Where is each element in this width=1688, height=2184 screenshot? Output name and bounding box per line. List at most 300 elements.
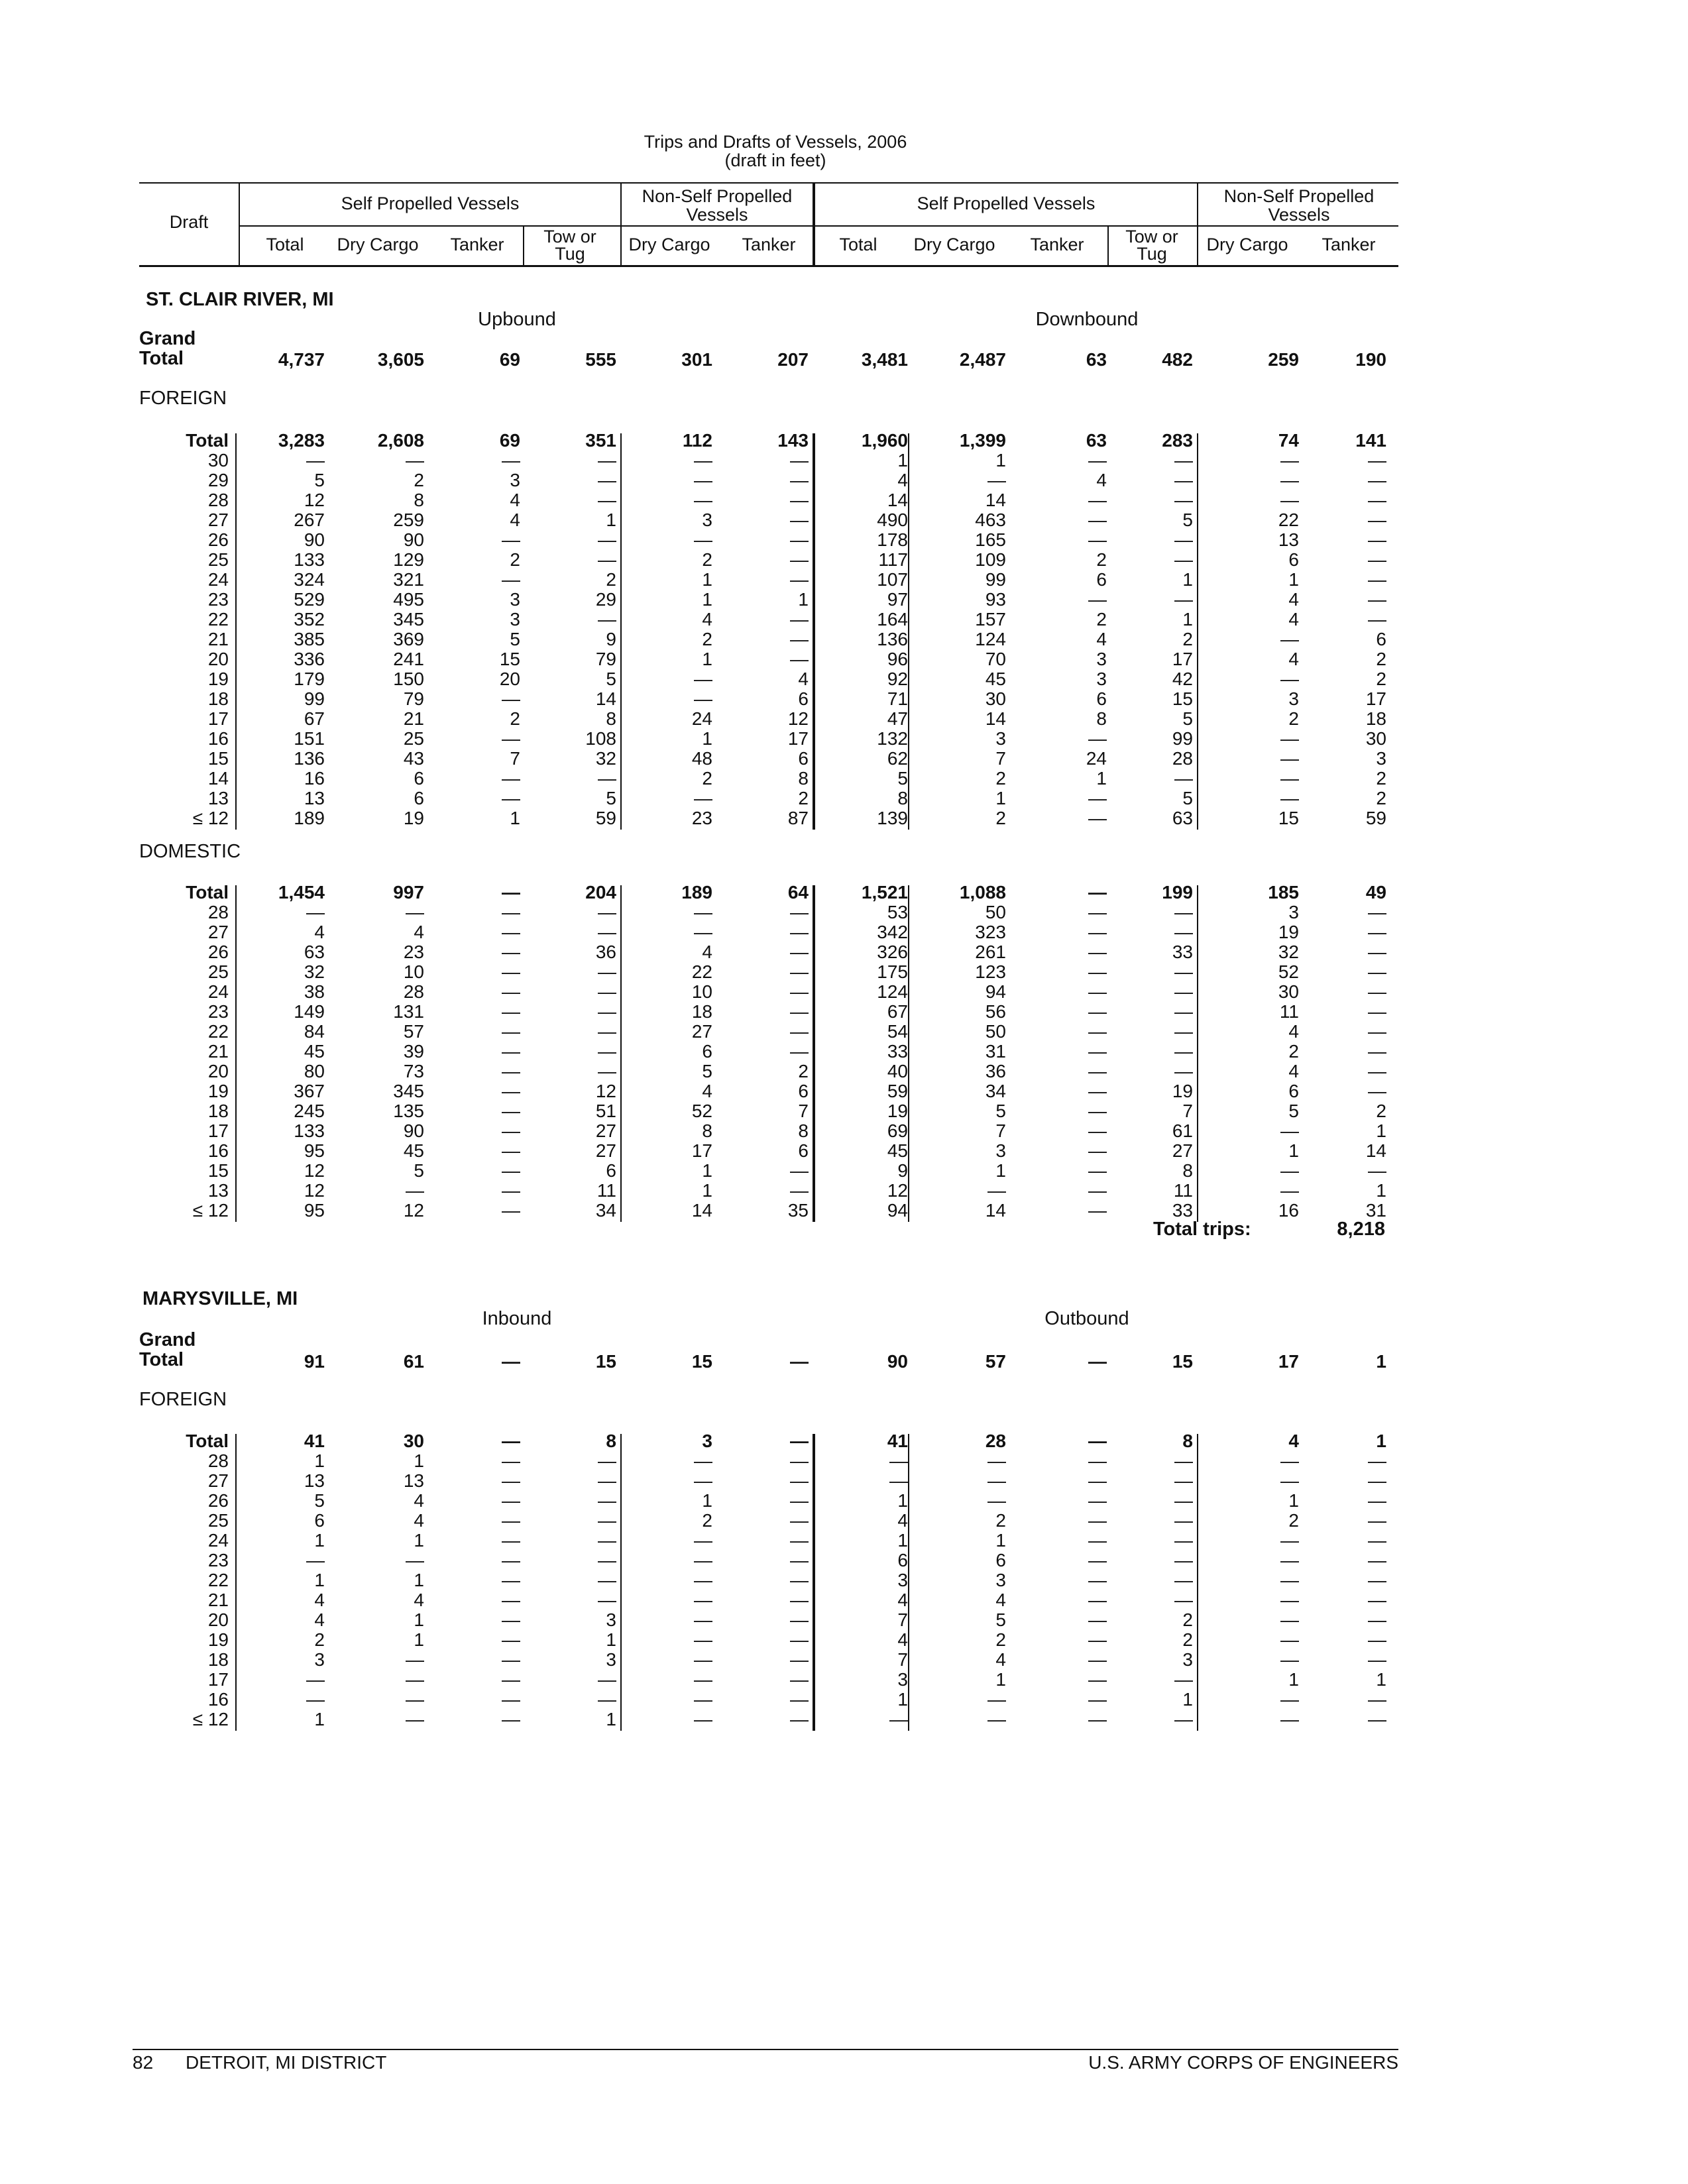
table-cell: — bbox=[598, 549, 616, 570]
draft-label: 21 bbox=[207, 1041, 229, 1062]
table-cell: 45 bbox=[887, 1140, 908, 1161]
table-cell: 2 bbox=[1288, 1510, 1299, 1531]
table-cell: — bbox=[598, 1570, 616, 1590]
table-cell: 1 bbox=[702, 589, 712, 610]
draft-label: ≤ 12 bbox=[192, 1200, 229, 1221]
table-cell: 14 bbox=[985, 1200, 1006, 1221]
table-cell: 4 bbox=[1288, 609, 1299, 629]
table-cell: 4 bbox=[702, 942, 712, 962]
table-cell: — bbox=[598, 450, 616, 470]
table-cell: 1 bbox=[1376, 1120, 1386, 1141]
table-cell: — bbox=[790, 1669, 809, 1690]
table-cell: 27 bbox=[595, 1140, 616, 1161]
table-cell: — bbox=[1088, 788, 1107, 808]
table-cell: 2 bbox=[798, 1061, 809, 1081]
table-cell: — bbox=[598, 1041, 616, 1062]
footer-rule bbox=[133, 2049, 1398, 2050]
table-cell: 108 bbox=[585, 728, 616, 749]
table-cell: 28 bbox=[403, 981, 424, 1002]
table-cell: 99 bbox=[1172, 728, 1193, 749]
table-cell: 117 bbox=[878, 549, 908, 570]
table-cell: 10 bbox=[691, 981, 712, 1002]
draft-label: 14 bbox=[207, 768, 229, 789]
table-cell: 2 bbox=[798, 788, 809, 808]
table-cell: — bbox=[694, 1610, 712, 1630]
table-cell: — bbox=[598, 1001, 616, 1022]
column-rule bbox=[1197, 1434, 1198, 1731]
table-cell: 1 bbox=[897, 1689, 908, 1710]
table-cell: 2 bbox=[1376, 669, 1386, 689]
table-cell: — bbox=[694, 1629, 712, 1650]
grand-total-cell: 3,605 bbox=[377, 349, 424, 370]
table-cell: — bbox=[1174, 589, 1193, 610]
table-cell: — bbox=[502, 1530, 520, 1551]
draft-label: 17 bbox=[207, 1120, 229, 1141]
table-cell: — bbox=[1088, 981, 1107, 1002]
table-cell: — bbox=[1088, 589, 1107, 610]
table-cell: 18 bbox=[1365, 708, 1386, 729]
table-cell: 3 bbox=[314, 1649, 325, 1670]
table-cell: 179 bbox=[294, 669, 325, 689]
table-cell: 96 bbox=[887, 649, 908, 669]
table-cell: 4 bbox=[1288, 1431, 1299, 1451]
table-cell: 2 bbox=[702, 549, 712, 570]
table-cell: 1 bbox=[314, 1570, 325, 1590]
table-cell: 54 bbox=[887, 1021, 908, 1042]
table-cell: — bbox=[1088, 1160, 1107, 1181]
draft-label: 24 bbox=[207, 569, 229, 590]
table-cell: 283 bbox=[1162, 430, 1193, 451]
table-cell: — bbox=[790, 629, 809, 649]
table-cell: 136 bbox=[877, 629, 908, 649]
table-cell: — bbox=[1368, 1001, 1386, 1022]
table-cell: 5 bbox=[702, 1061, 712, 1081]
table-cell: 2 bbox=[1288, 708, 1299, 729]
table-cell: — bbox=[502, 1669, 520, 1690]
draft-label: 16 bbox=[207, 1689, 229, 1710]
table-cell: — bbox=[790, 490, 809, 510]
table-cell: — bbox=[502, 1590, 520, 1610]
table-cell: — bbox=[1368, 549, 1386, 570]
table-cell: 56 bbox=[985, 1001, 1006, 1022]
table-cell: 45 bbox=[304, 1041, 325, 1062]
grand-label-2: Total bbox=[139, 348, 184, 369]
table-cell: 495 bbox=[393, 589, 424, 610]
table-cell: 529 bbox=[294, 589, 325, 610]
table-cell: 5 bbox=[414, 1160, 424, 1181]
table-cell: 131 bbox=[393, 1001, 424, 1022]
table-cell: 31 bbox=[985, 1041, 1006, 1062]
draft-label: 27 bbox=[207, 922, 229, 942]
table-cell: — bbox=[790, 961, 809, 982]
table-cell: 27 bbox=[595, 1120, 616, 1141]
table-cell: — bbox=[502, 882, 520, 902]
table-cell: 4 bbox=[702, 1081, 712, 1101]
table-cell: — bbox=[1174, 1001, 1193, 1022]
table-cell: 84 bbox=[304, 1021, 325, 1042]
header-self-propelled-right: Self Propelled Vessels bbox=[917, 193, 1096, 213]
table-cell: — bbox=[1368, 1061, 1386, 1081]
header-vrule-4 bbox=[1197, 182, 1198, 266]
table-cell: — bbox=[1280, 1610, 1299, 1630]
table-cell: — bbox=[1280, 788, 1299, 808]
table-cell: — bbox=[790, 981, 809, 1002]
table-cell: 342 bbox=[877, 922, 908, 942]
table-cell: 1 bbox=[897, 1530, 908, 1551]
table-cell: 1 bbox=[995, 1669, 1006, 1690]
table-cell: 133 bbox=[294, 549, 325, 570]
table-cell: 1,399 bbox=[959, 430, 1006, 451]
table-cell: — bbox=[694, 1709, 712, 1729]
table-cell: 351 bbox=[585, 430, 616, 451]
table-cell: 30 bbox=[1365, 728, 1386, 749]
table-cell: — bbox=[1174, 1510, 1193, 1531]
draft-label: 27 bbox=[207, 1470, 229, 1491]
column-rule bbox=[620, 885, 622, 1222]
table-cell: 4 bbox=[414, 922, 424, 942]
table-cell: 2 bbox=[995, 808, 1006, 828]
table-cell: — bbox=[598, 961, 616, 982]
table-cell: — bbox=[790, 1180, 809, 1201]
table-cell: — bbox=[1280, 1450, 1299, 1471]
table-cell: 2 bbox=[995, 1510, 1006, 1531]
table-cell: — bbox=[790, 1431, 809, 1451]
table-cell: — bbox=[694, 1590, 712, 1610]
table-cell: — bbox=[1368, 1470, 1386, 1491]
table-cell: 4 bbox=[314, 1590, 325, 1610]
table-cell: 490 bbox=[877, 510, 908, 530]
table-cell: 90 bbox=[403, 529, 424, 550]
table-cell: — bbox=[502, 569, 520, 590]
table-cell: 3 bbox=[606, 1610, 616, 1630]
table-cell: 107 bbox=[877, 569, 908, 590]
table-cell: 3 bbox=[510, 470, 520, 490]
table-cell: 385 bbox=[294, 629, 325, 649]
table-cell: 16 bbox=[304, 768, 325, 789]
table-cell: — bbox=[889, 1709, 908, 1729]
table-cell: — bbox=[1280, 1709, 1299, 1729]
table-cell: 7 bbox=[1182, 1101, 1193, 1121]
table-cell: 1 bbox=[702, 649, 712, 669]
table-cell: 3 bbox=[897, 1669, 908, 1690]
header-non-self-left: Non-Self Propelled Vessels bbox=[642, 186, 793, 225]
table-cell: 95 bbox=[304, 1200, 325, 1221]
table-cell: 4 bbox=[510, 490, 520, 510]
table-cell: 6 bbox=[798, 748, 809, 769]
table-cell: 3 bbox=[702, 510, 712, 530]
table-cell: 2 bbox=[702, 768, 712, 789]
grand-label-3: Grand bbox=[139, 1329, 196, 1350]
table-cell: 164 bbox=[877, 609, 908, 629]
table-cell: 1 bbox=[995, 1160, 1006, 1181]
draft-label: 15 bbox=[207, 1160, 229, 1181]
table-cell: — bbox=[1088, 1061, 1107, 1081]
table-cell: — bbox=[502, 1629, 520, 1650]
table-cell: 2 bbox=[1376, 649, 1386, 669]
table-cell: 22 bbox=[1278, 510, 1299, 530]
table-cell: — bbox=[790, 1709, 809, 1729]
table-cell: 345 bbox=[393, 609, 424, 629]
table-cell: — bbox=[694, 1550, 712, 1570]
table-cell: — bbox=[1368, 450, 1386, 470]
table-cell: 997 bbox=[393, 882, 424, 902]
table-cell: 6 bbox=[702, 1041, 712, 1062]
table-cell: — bbox=[889, 1450, 908, 1471]
table-cell: — bbox=[502, 1101, 520, 1121]
table-cell: 2 bbox=[1182, 629, 1193, 649]
table-cell: — bbox=[1088, 1709, 1107, 1729]
table-cell: 4 bbox=[1288, 1061, 1299, 1081]
table-cell: 32 bbox=[304, 961, 325, 982]
table-cell: 8 bbox=[1182, 1160, 1193, 1181]
table-cell: 8 bbox=[606, 1431, 616, 1451]
table-cell: 80 bbox=[304, 1061, 325, 1081]
table-cell: 34 bbox=[985, 1081, 1006, 1101]
table-cell: 43 bbox=[403, 748, 424, 769]
table-cell: 7 bbox=[798, 1101, 809, 1121]
table-cell: — bbox=[1280, 669, 1299, 689]
table-cell: 64 bbox=[787, 882, 809, 902]
table-cell: 32 bbox=[1278, 942, 1299, 962]
table-cell: 6 bbox=[414, 768, 424, 789]
draft-label: 30 bbox=[207, 450, 229, 470]
table-cell: 30 bbox=[403, 1431, 424, 1451]
grand-total-cell: 69 bbox=[499, 349, 520, 370]
draft-label: 29 bbox=[207, 470, 229, 490]
table-cell: 199 bbox=[1162, 882, 1193, 902]
table-cell: 4 bbox=[510, 510, 520, 530]
grand-total-cell: 91 bbox=[304, 1351, 325, 1372]
table-cell: 12 bbox=[595, 1081, 616, 1101]
table-cell: 10 bbox=[403, 961, 424, 982]
page-subtitle: (draft in feet) bbox=[724, 150, 826, 170]
table-cell: — bbox=[598, 1021, 616, 1042]
footer-agency: U.S. ARMY CORPS OF ENGINEERS bbox=[1088, 2052, 1398, 2073]
draft-label: 22 bbox=[207, 1021, 229, 1042]
table-cell: 136 bbox=[294, 748, 325, 769]
table-cell: 5 bbox=[1182, 708, 1193, 729]
table-cell: 352 bbox=[294, 609, 325, 629]
table-cell: — bbox=[694, 1689, 712, 1710]
table-cell: — bbox=[987, 1709, 1006, 1729]
table-cell: — bbox=[987, 470, 1006, 490]
table-cell: — bbox=[1280, 629, 1299, 649]
table-cell: 13 bbox=[304, 788, 325, 808]
grand-total-cell: — bbox=[502, 1351, 520, 1372]
table-cell: — bbox=[790, 1490, 809, 1511]
table-cell: 143 bbox=[777, 430, 809, 451]
table-cell: 4 bbox=[1288, 589, 1299, 610]
table-cell: 241 bbox=[393, 649, 424, 669]
table-cell: — bbox=[1088, 490, 1107, 510]
table-cell: 1 bbox=[897, 1490, 908, 1511]
table-cell: 2 bbox=[995, 1629, 1006, 1650]
table-cell: 1 bbox=[1376, 1669, 1386, 1690]
table-cell: — bbox=[694, 688, 712, 709]
table-cell: 326 bbox=[877, 942, 908, 962]
table-cell: 1 bbox=[314, 1709, 325, 1729]
table-cell: 4 bbox=[414, 1490, 424, 1511]
table-cell: — bbox=[694, 490, 712, 510]
table-cell: 367 bbox=[294, 1081, 325, 1101]
table-cell: — bbox=[1368, 470, 1386, 490]
table-cell: — bbox=[502, 1689, 520, 1710]
column-rule bbox=[620, 1434, 622, 1731]
table-cell: 24 bbox=[691, 708, 712, 729]
table-cell: — bbox=[306, 450, 325, 470]
table-cell: — bbox=[1368, 1590, 1386, 1610]
table-cell: 42 bbox=[1172, 669, 1193, 689]
table-cell: — bbox=[790, 549, 809, 570]
table-cell: 245 bbox=[294, 1101, 325, 1121]
table-cell: — bbox=[790, 649, 809, 669]
table-cell: — bbox=[1174, 529, 1193, 550]
table-cell: — bbox=[1280, 748, 1299, 769]
draft-label: 25 bbox=[207, 549, 229, 570]
table-cell: 3 bbox=[606, 1649, 616, 1670]
table-cell: 8 bbox=[1182, 1431, 1193, 1451]
grand-total-cell: 57 bbox=[985, 1351, 1006, 1372]
draft-label: 22 bbox=[207, 609, 229, 629]
table-cell: 13 bbox=[403, 1470, 424, 1491]
table-cell: — bbox=[598, 1510, 616, 1531]
table-cell: — bbox=[502, 1061, 520, 1081]
table-cell: 9 bbox=[897, 1160, 908, 1181]
table-cell: — bbox=[598, 1669, 616, 1690]
table-cell: — bbox=[1280, 1550, 1299, 1570]
table-cell: 4 bbox=[798, 669, 809, 689]
table-cell: 5 bbox=[1182, 510, 1193, 530]
footer-district: DETROIT, MI DISTRICT bbox=[186, 2052, 387, 2073]
table-cell: 3,283 bbox=[278, 430, 325, 451]
table-cell: 21 bbox=[403, 708, 424, 729]
column-rule bbox=[908, 1434, 909, 1731]
table-cell: — bbox=[598, 1530, 616, 1551]
table-cell: 36 bbox=[595, 942, 616, 962]
draft-label: 16 bbox=[207, 728, 229, 749]
table-cell: 69 bbox=[499, 430, 520, 451]
table-cell: 2 bbox=[1096, 609, 1107, 629]
table-cell: — bbox=[1088, 1649, 1107, 1670]
table-cell: 5 bbox=[995, 1101, 1006, 1121]
table-cell: — bbox=[1174, 1669, 1193, 1690]
table-cell: — bbox=[502, 1470, 520, 1491]
table-cell: 124 bbox=[975, 629, 1006, 649]
table-cell: — bbox=[790, 922, 809, 942]
table-cell: — bbox=[694, 1470, 712, 1491]
table-cell: 1 bbox=[1182, 609, 1193, 629]
grand-total-cell: 259 bbox=[1268, 349, 1299, 370]
table-cell: 3 bbox=[995, 728, 1006, 749]
table-cell: 62 bbox=[887, 748, 908, 769]
table-cell: — bbox=[502, 1550, 520, 1570]
table-cell: — bbox=[1368, 942, 1386, 962]
table-cell: — bbox=[502, 942, 520, 962]
column-rule bbox=[235, 433, 237, 830]
table-cell: — bbox=[1174, 1530, 1193, 1551]
table-cell: 1 bbox=[314, 1450, 325, 1471]
table-cell: 30 bbox=[1278, 981, 1299, 1002]
table-cell: — bbox=[1088, 1140, 1107, 1161]
table-cell: 6 bbox=[995, 1550, 1006, 1570]
table-cell: — bbox=[1280, 1590, 1299, 1610]
table-cell: — bbox=[406, 902, 424, 922]
table-cell: — bbox=[889, 1470, 908, 1491]
draft-label: 28 bbox=[207, 1450, 229, 1471]
table-cell: — bbox=[1368, 1530, 1386, 1551]
table-cell: 32 bbox=[595, 748, 616, 769]
table-cell: — bbox=[790, 1470, 809, 1491]
table-cell: 1 bbox=[414, 1450, 424, 1471]
table-cell: 11 bbox=[596, 1180, 616, 1201]
table-cell: — bbox=[502, 1021, 520, 1042]
table-cell: 17 bbox=[691, 1140, 712, 1161]
table-cell: — bbox=[502, 1570, 520, 1590]
table-cell: — bbox=[1174, 768, 1193, 789]
table-cell: — bbox=[694, 529, 712, 550]
table-cell: — bbox=[1368, 1490, 1386, 1511]
table-cell: — bbox=[1280, 728, 1299, 749]
table-cell: 345 bbox=[393, 1081, 424, 1101]
table-cell: 8 bbox=[702, 1120, 712, 1141]
table-cell: 1 bbox=[1288, 1140, 1299, 1161]
table-cell: 29 bbox=[595, 589, 616, 610]
table-cell: — bbox=[598, 1590, 616, 1610]
table-cell: 321 bbox=[393, 569, 424, 590]
table-cell: 123 bbox=[975, 961, 1006, 982]
table-cell: — bbox=[306, 1689, 325, 1710]
table-cell: — bbox=[406, 1550, 424, 1570]
table-cell: — bbox=[1280, 1160, 1299, 1181]
table-cell: 3 bbox=[1096, 649, 1107, 669]
table-cell: — bbox=[1088, 1510, 1107, 1531]
table-cell: — bbox=[1368, 1709, 1386, 1729]
column-rule bbox=[1197, 885, 1198, 1222]
table-cell: 1 bbox=[606, 510, 616, 530]
table-cell: — bbox=[1174, 490, 1193, 510]
table-cell: — bbox=[502, 1120, 520, 1141]
table-cell: 63 bbox=[304, 942, 325, 962]
column-rule bbox=[813, 885, 815, 1222]
table-cell: 4 bbox=[414, 1590, 424, 1610]
table-cell: 1 bbox=[414, 1570, 424, 1590]
col-tanker: Tanker bbox=[450, 235, 504, 254]
table-cell: 6 bbox=[1376, 629, 1386, 649]
table-cell: 150 bbox=[393, 669, 424, 689]
grand-total-cell: 555 bbox=[585, 349, 616, 370]
table-cell: 27 bbox=[1172, 1140, 1193, 1161]
table-cell: — bbox=[1368, 1160, 1386, 1181]
table-cell: — bbox=[502, 768, 520, 789]
table-cell: 25 bbox=[403, 728, 424, 749]
table-cell: 19 bbox=[887, 1101, 908, 1121]
table-cell: 189 bbox=[294, 808, 325, 828]
table-cell: 129 bbox=[393, 549, 424, 570]
table-cell: — bbox=[598, 470, 616, 490]
table-cell: 1 bbox=[702, 1490, 712, 1511]
table-cell: 90 bbox=[304, 529, 325, 550]
table-cell: — bbox=[1174, 1550, 1193, 1570]
table-cell: 92 bbox=[887, 669, 908, 689]
table-cell: 3 bbox=[510, 589, 520, 610]
table-cell: — bbox=[502, 922, 520, 942]
grand-total-cell: 482 bbox=[1162, 349, 1193, 370]
table-cell: 87 bbox=[787, 808, 809, 828]
table-cell: 57 bbox=[403, 1021, 424, 1042]
table-cell: — bbox=[502, 961, 520, 982]
table-cell: 4 bbox=[1096, 470, 1107, 490]
table-cell: 24 bbox=[1086, 748, 1107, 769]
